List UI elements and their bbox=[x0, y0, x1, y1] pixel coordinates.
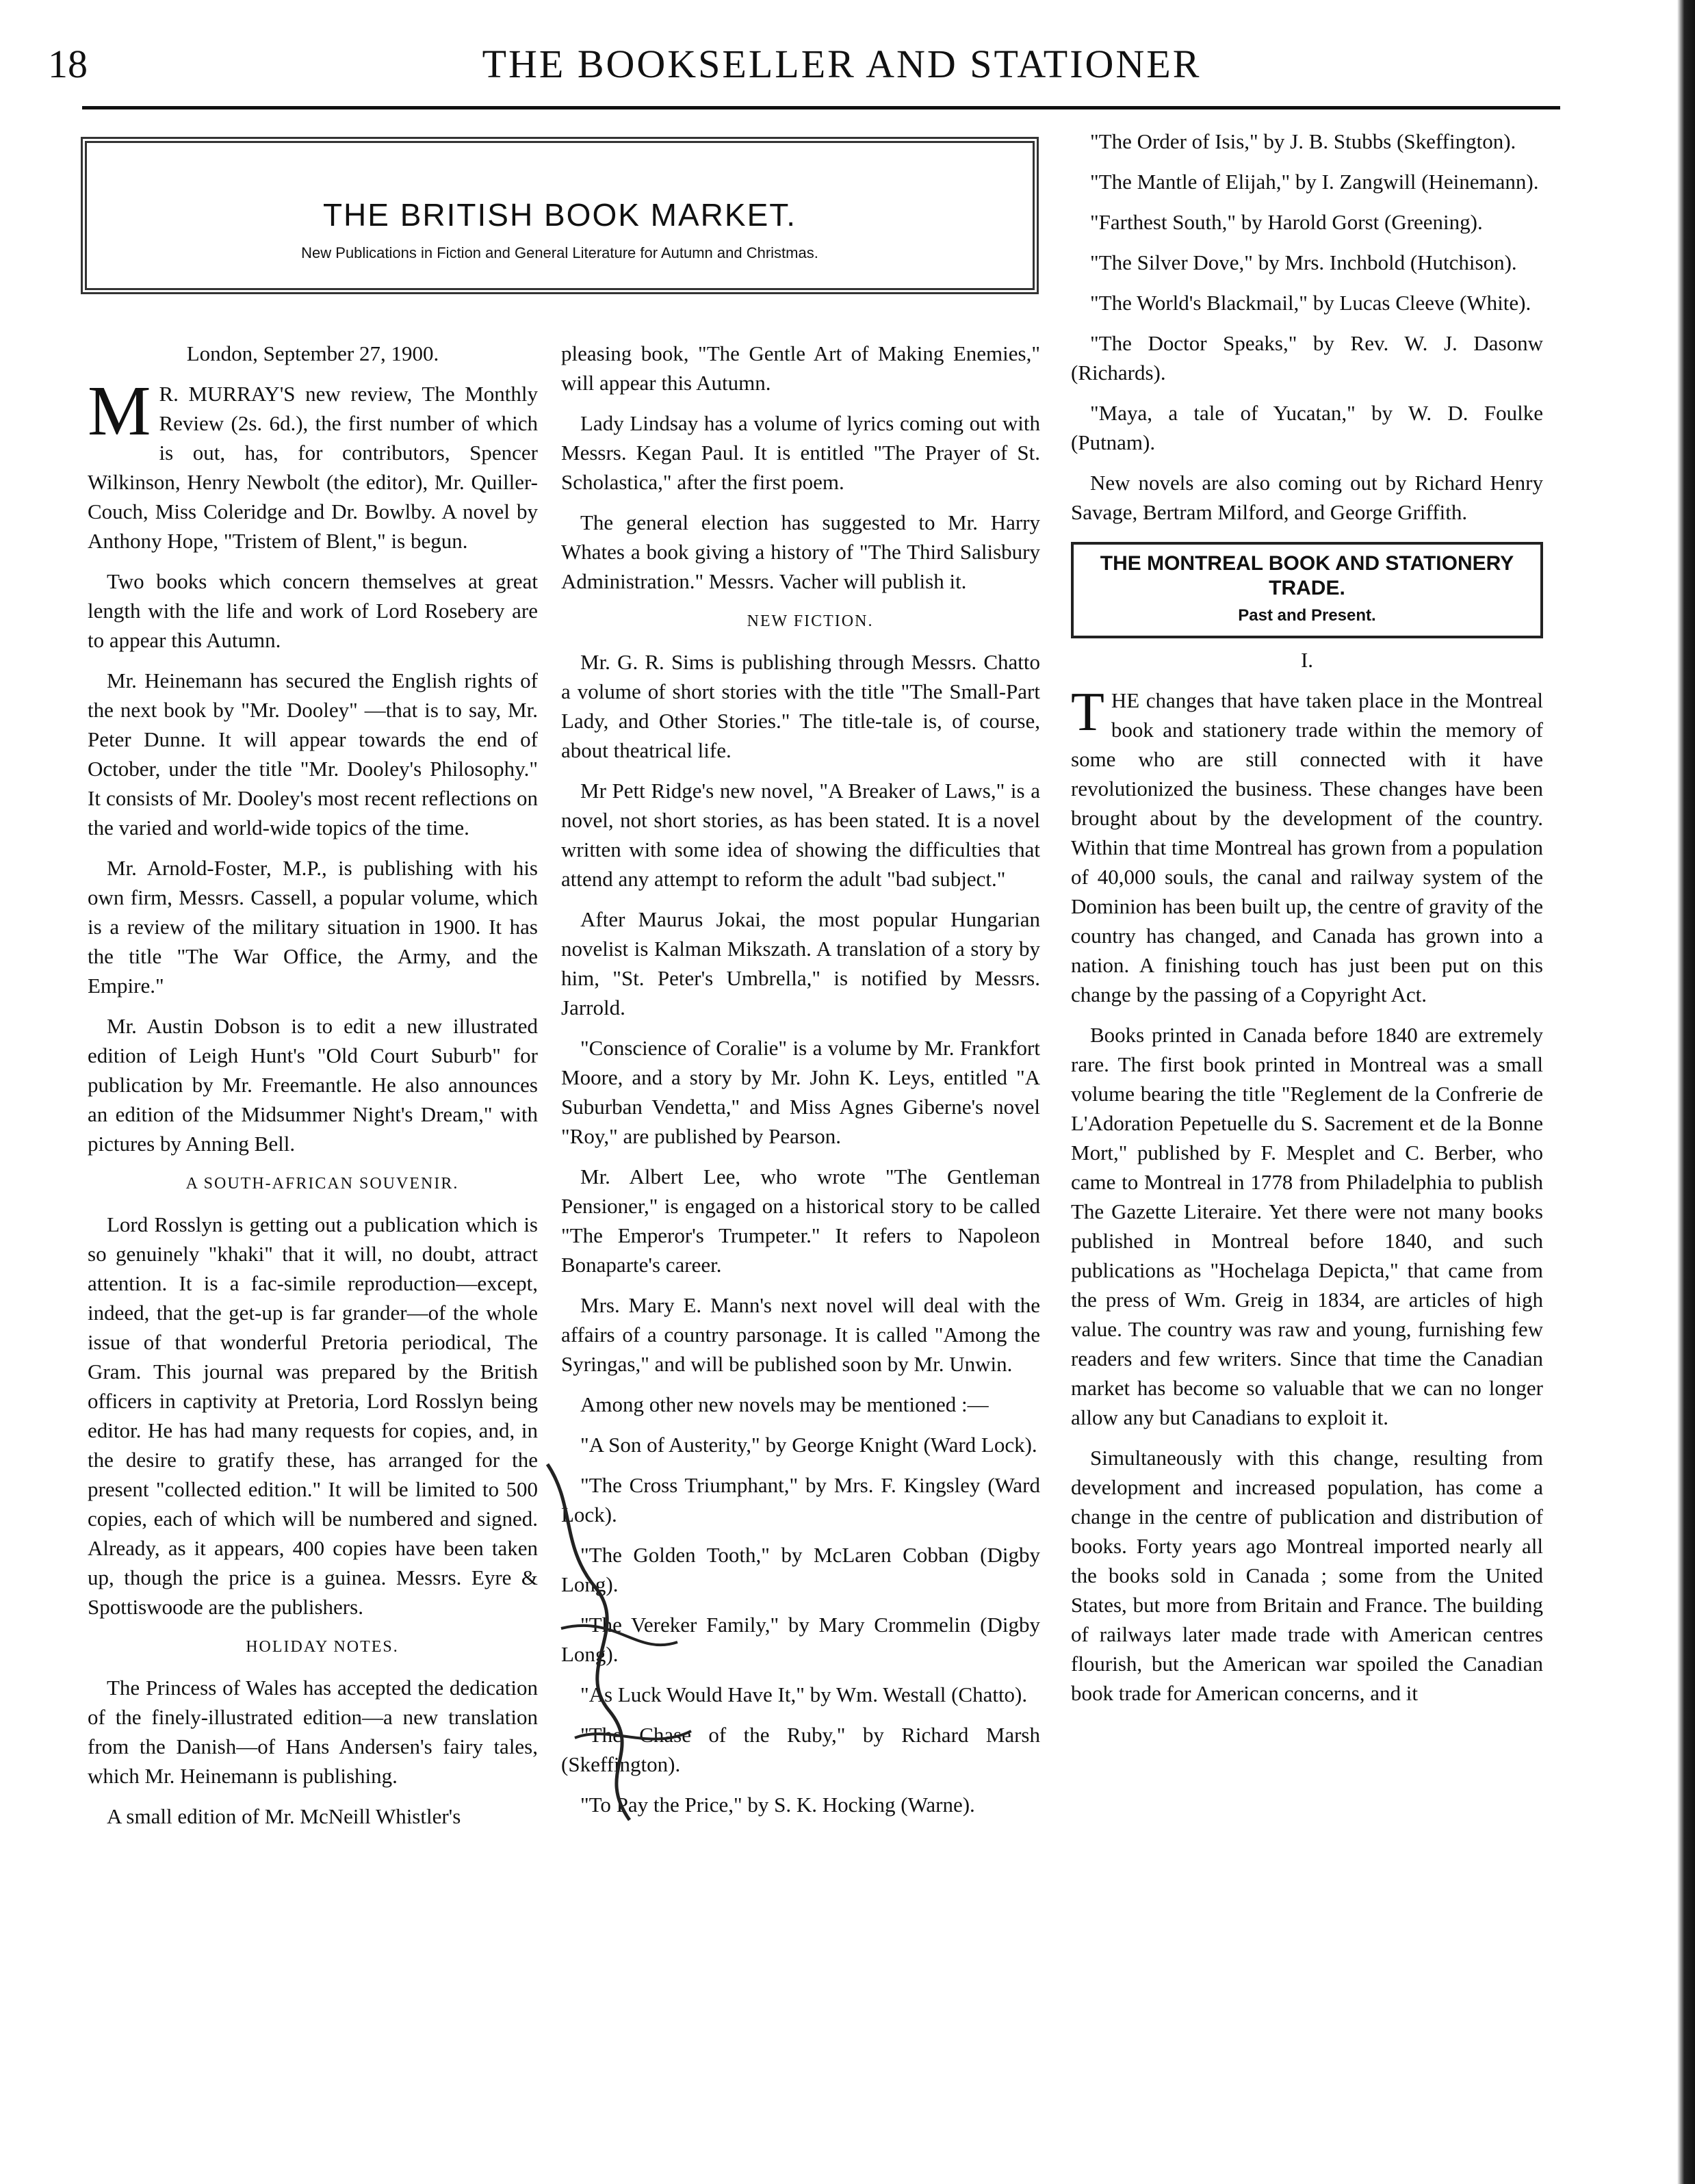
article-paragraph: New novels are also coming out by Richard Henry Savage, Bertram Milford, and George Griffith. bbox=[1071, 471, 1543, 524]
book-listing: "The Vereker Family," by Mary Crommelin (Digby Long). bbox=[561, 1613, 1040, 1666]
book-listing: "The Silver Dove," by Mrs. Inchbold (Hutchison). bbox=[1090, 250, 1517, 274]
book-listing: "The Order of Isis," by J. B. Stubbs (Skeffington). bbox=[1090, 129, 1516, 153]
article-paragraph: Simultaneously with this change, resulting from development and increased population, has come a change in the centre of publication and distribution of books. Forty years ago Montreal imported nearly all the books sold in Canada ; some from the United States, but more from Britain and France. The building of railways later made trade with American centres flourish, but the American war spoiled the Canadian book trade for American concerns, and it bbox=[1071, 1446, 1543, 1705]
article-paragraph: Lord Rosslyn is getting out a publication which is so genuinely "khaki" that it will, no doubt, attract attention. It is a fac-simile reproduction—except, indeed, that the get-up is far grander—of the whole issue of that wonderful Pretoria periodical, The Gram. This journal was prepared by the British officers in captivity at Pretoria, Lord Rosslyn being editor. He has had many requests for copies, and, in the desire to gratify these, has arranged for the present "collected edition." It will be limited to 500 copies, each of which will be numbered and signed. Already, as it appears, 400 copies have been taken up, though the price is a guinea. Messrs. Eyre & Spottiswoode are the publishers. bbox=[88, 1212, 538, 1619]
book-listing: "A Son of Austerity," by George Knight (Ward Lock). bbox=[580, 1433, 1037, 1457]
article-paragraph: Mr Pett Ridge's new novel, "A Breaker of Laws," is a novel, not short stories, as has been stated. It is a novel written with some idea of showing the difficulties that attend any attempt to reform the adult "bad subject." bbox=[561, 779, 1040, 891]
section-heading-title: THE MONTREAL BOOK AND STATIONERY TRADE. bbox=[1100, 552, 1514, 599]
article-paragraph: M R. MURRAY'S new review, The Monthly Review (2s. 6d.), the first number of which is out, has, for contributors, Spencer Wilkinson, Henry Newbolt (the editor), Mr. Quiller-Couch, Miss Coleridge and Dr. Bowlby. A novel by Anthony Hope, "Tristem of Blent," is begun. bbox=[88, 372, 538, 553]
article-paragraph: Mr. Heinemann has secured the English rights of the next book by "Mr. Dooley" —that is to say, Mr. Peter Dunne. It will appear towards the end of October, under the title "Mr. Dooley's Philosophy." It consists of Mr. Dooley's most recent reflections on the varied and world-wide topics of the time. bbox=[88, 668, 538, 840]
article-paragraph: "Conscience of Coralie" is a volume by Mr. Frankfort Moore, and a story by Mr. John K. Leys, entitled "A Suburban Vendetta," and Miss Agnes Giberne's novel "Roy," are published by Pearson. bbox=[561, 1036, 1040, 1148]
article-paragraph: pleasing book, "The Gentle Art of Making Enemies," will appear this Autumn. bbox=[561, 341, 1040, 395]
column-1 bbox=[88, 339, 538, 1842]
book-listing: "As Luck Would Have It," by Wm. Westall (Chatto). bbox=[580, 1682, 1028, 1706]
banner-title: THE BRITISH BOOK MARKET. bbox=[322, 197, 797, 233]
page-edge-shadow bbox=[1677, 0, 1695, 2184]
article-paragraph: Books printed in Canada before 1840 are extremely rare. The first book printed in Montreal was a small volume bearing the title "Reglement de la Confrerie de L'Adoration Pepetuelle du S. Sacrement et de la Bonne Mort," published by F. Mesplet and C. Berber, who came to Montreal in 1778 from Philadelphia to publish The Gazette Literaire. Yet there were not many books published in Montreal before 1840, and such publications as "Hochelaga Depicta," that came from the press of Wm. Greig in 1834, are articles of high value. The country was raw and young, furnishing few readers and few writers. Since that time the Canadian market has become so valuable that we can no longer allow any but Canadians to exploit it. bbox=[1071, 1023, 1543, 1429]
subheading: A SOUTH-AFRICAN SOUVENIR. bbox=[185, 1175, 459, 1193]
article-paragraph: Lady Lindsay has a volume of lyrics coming out with Messrs. Kegan Paul. It is entitled "The Prayer of St. Scholastica," after the first poem. bbox=[561, 411, 1040, 494]
article-paragraph: Mr. Austin Dobson is to edit a new illustrated edition of Leigh Hunt's "Old Court Suburb" for publication by Mr. Freemantle. He also announces an edition of the Midsummer Night's Dream," with pictures by Anning Bell. bbox=[88, 1014, 538, 1156]
article-paragraph: Mr. Arnold-Foster, M.P., is publishing with his own firm, Messrs. Cassell, a popular volume, which is a review of the military situation in 1900. It has the title "The War Office, the Army, and the Empire." bbox=[88, 856, 538, 998]
article-paragraph: The Princess of Wales has accepted the dedication of the finely-illustrated edition—a new translation from the Danish—of Hans Andersen's fairy tales, which Mr. Heinemann is publishing. bbox=[88, 1676, 538, 1788]
page-header bbox=[48, 41, 1635, 96]
subheading: NEW FICTION. bbox=[747, 612, 874, 630]
section-banner bbox=[81, 137, 1039, 294]
column-3 bbox=[1071, 127, 1543, 1719]
book-listing: "The Doctor Speaks," by Rev. W. J. Dasonw (Richards). bbox=[1071, 331, 1543, 385]
section-number: I. bbox=[1300, 648, 1314, 672]
running-title: THE BOOKSELLER AND STATIONER bbox=[482, 42, 1202, 86]
dateline: London, September 27, 1900. bbox=[186, 341, 439, 365]
book-listing: "The Chase of the Ruby," by Richard Marsh (Skeffington). bbox=[561, 1723, 1040, 1776]
book-listing: "The Mantle of Elijah," by I. Zangwill (Heinemann). bbox=[1090, 170, 1539, 194]
book-listing: "To Pay the Price," by S. K. Hocking (Warne). bbox=[580, 1793, 975, 1817]
article-paragraph: Two books which concern themselves at great length with the life and work of Lord Rosebery are to appear this Autumn. bbox=[88, 569, 538, 652]
drop-cap: T bbox=[1071, 682, 1104, 742]
article-paragraph: After Maurus Jokai, the most popular Hungarian novelist is Kalman Mikszath. A translation of a story by him, "St. Peter's Umbrella," is notified by Messrs. Jarrold. bbox=[561, 907, 1040, 1019]
book-listing: "Farthest South," by Harold Gorst (Greening). bbox=[1090, 210, 1483, 234]
section-heading-box bbox=[1071, 542, 1543, 638]
subheading: HOLIDAY NOTES. bbox=[246, 1638, 399, 1656]
book-listing: "The World's Blackmail," by Lucas Cleeve (White). bbox=[1090, 291, 1531, 315]
book-listing: "The Golden Tooth," by McLaren Cobban (Digby Long). bbox=[561, 1543, 1040, 1596]
ink-scribble bbox=[534, 1451, 739, 1834]
book-listing: "Maya, a tale of Yucatan," by W. D. Foulke (Putnam). bbox=[1071, 401, 1543, 454]
article-paragraph: Mr. G. R. Sims is publishing through Messrs. Chatto a volume of short stories with the title "The Small-Part Lady, and Other Stories." The title-tale is, of course, about theatrical life. bbox=[561, 650, 1040, 762]
book-listing: "The Cross Triumphant," by Mrs. F. Kingsley (Ward Lock). bbox=[561, 1473, 1040, 1526]
page-number: 18 bbox=[48, 42, 88, 86]
article-paragraph: The general election has suggested to Mr. Harry Whates a book giving a history of "The Third Salisbury Administration." Messrs. Vacher will publish it. bbox=[561, 510, 1040, 593]
article-paragraph: THE changes that have taken place in the Montreal book and stationery trade within the memory of some who are still connected with it have revolutionized the business. These changes have been brought about by the development of the country. Within that time Montreal has grown from a population of 40,000 souls, the canal and railway system of the Dominion has been built up, the centre of gravity of the country has changed, and Canada has grown into a nation. A finishing touch has just been put on this change by the passing of a Copyright Act. bbox=[1071, 682, 1543, 1006]
section-heading-subtitle: Past and Present. bbox=[1238, 606, 1376, 625]
article-paragraph: Among other new novels may be mentioned :— bbox=[580, 1392, 989, 1416]
drop-cap: M bbox=[88, 372, 151, 450]
article-paragraph: Mrs. Mary E. Mann's next novel will deal with the affairs of a country parsonage. It is called "Among the Syringas," and will be published soon by Mr. Unwin. bbox=[561, 1293, 1040, 1376]
header-rule bbox=[82, 106, 1560, 109]
article-paragraph: Mr. Albert Lee, who wrote "The Gentleman Pensioner," is engaged on a historical story to be called "The Emperor's Trumpeter." It refers to Napoleon Bonaparte's career. bbox=[561, 1165, 1040, 1277]
article-paragraph: A small edition of Mr. McNeill Whistler's bbox=[107, 1804, 461, 1828]
banner-subtitle: New Publications in Fiction and General Literature for Autumn and Christmas. bbox=[301, 244, 818, 261]
